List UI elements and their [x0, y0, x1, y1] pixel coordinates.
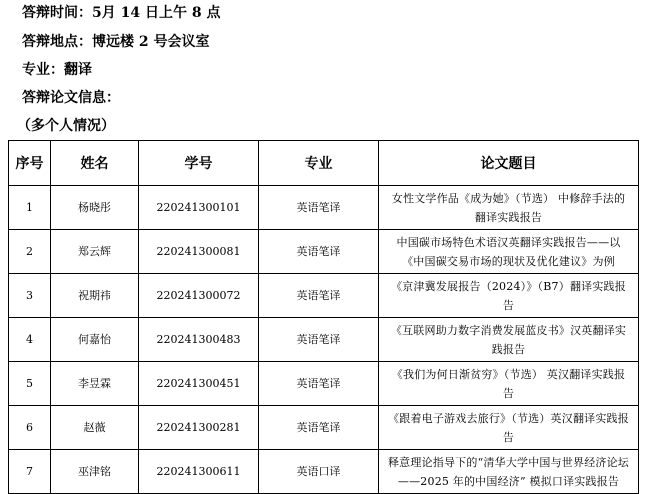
row-no: 1: [9, 186, 51, 230]
row-title: 《跟着电子游戏去旅行》（节选）英汉翻译实践报告: [379, 406, 639, 450]
table-row: [9, 450, 639, 494]
row-id: 220241300101: [139, 186, 259, 230]
row-id: 220241300451: [139, 362, 259, 406]
row-title: 中国碳市场特色术语汉英翻译实践报告——以《中国碳交易市场的现状及优化建议》为例: [379, 230, 639, 274]
thesis-info-label: 答辩论文信息：: [22, 90, 120, 106]
table-header-row: [9, 141, 639, 186]
row-id: 220241300072: [139, 274, 259, 318]
row-no: 2: [9, 230, 51, 274]
major-label: 专业：翻译: [22, 62, 92, 78]
header-major: 专业: [259, 141, 379, 186]
row-no: 7: [9, 450, 51, 494]
defense-location: 答辩地点：博远楼 2 号会议室: [22, 34, 210, 50]
row-major: 英语笔译: [259, 230, 379, 274]
row-title: 释意理论指导下的“清华大学中国与世界经济论坛——2025 年的中国经济” 模拟口译实践报告: [379, 450, 639, 494]
multi-person-note: （多个人情况）: [17, 118, 115, 134]
row-major: 英语笔译: [259, 186, 379, 230]
row-id: 220241300081: [139, 230, 259, 274]
row-no: 6: [9, 406, 51, 450]
table-row: [9, 406, 639, 450]
row-no: 4: [9, 318, 51, 362]
header-name: 姓名: [51, 141, 139, 186]
header-no: 序号: [9, 141, 51, 186]
table-row: [9, 186, 639, 230]
row-name: 李昱霖: [51, 362, 139, 406]
row-no: 3: [9, 274, 51, 318]
row-id: 220241300483: [139, 318, 259, 362]
defense-time: 答辩时间：5月 14 日上午 8 点: [22, 5, 221, 21]
row-name: 赵薇: [51, 406, 139, 450]
header-id: 学号: [139, 141, 259, 186]
row-id: 220241300611: [139, 450, 259, 494]
table-row: [9, 362, 639, 406]
row-major: 英语笔译: [259, 274, 379, 318]
row-title: 女性文学作品《成为她》（节选） 中修辞手法的翻译实践报告: [379, 186, 639, 230]
row-title: 《京津冀发展报告（2024）》（B7）翻译实践报告: [379, 274, 639, 318]
row-id: 220241300281: [139, 406, 259, 450]
row-major: 英语笔译: [259, 318, 379, 362]
thesis-table: [8, 140, 639, 494]
row-title: 《互联网助力数字消费发展蓝皮书》汉英翻译实践报告: [379, 318, 639, 362]
row-name: 祝期祎: [51, 274, 139, 318]
table-row: [9, 230, 639, 274]
row-no: 5: [9, 362, 51, 406]
row-major: 英语笔译: [259, 406, 379, 450]
table-row: [9, 274, 639, 318]
table-row: [9, 318, 639, 362]
row-name: 何嘉怡: [51, 318, 139, 362]
row-name: 杨晓彤: [51, 186, 139, 230]
row-major: 英语笔译: [259, 362, 379, 406]
row-name: 巫津铭: [51, 450, 139, 494]
row-title: 《我们为何日渐贫穷》（节选） 英汉翻译实践报告: [379, 362, 639, 406]
row-name: 郑云辉: [51, 230, 139, 274]
row-major: 英语口译: [259, 450, 379, 494]
header-title: 论文题目: [379, 141, 639, 186]
